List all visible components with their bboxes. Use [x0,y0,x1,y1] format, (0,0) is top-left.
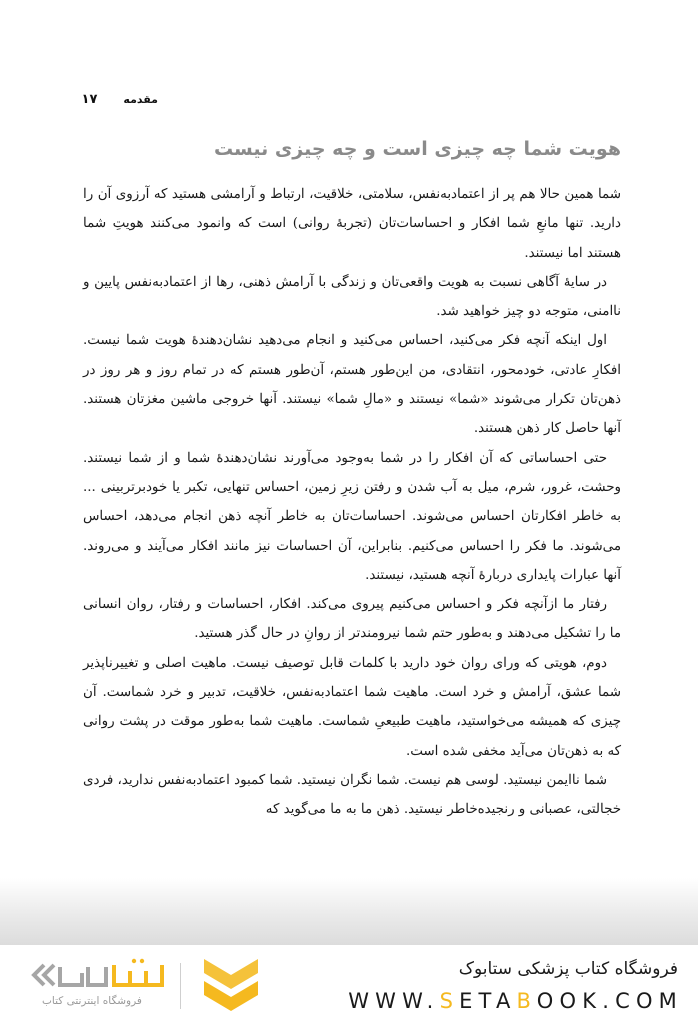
url-part-highlight: S [439,989,460,1013]
paragraph: دوم، هویتی که ورای روان خود دارید با کلمات قابل توصیف نیست. ماهیت اصلی و تغییرناپذیر شما عشق، آرامش و خرد است. ماهیت شما اعتمادبه‌نفس، خلاقیت، تدبیر و خرد شماست. آن چیزی که همیشه می‌خواستید، ماهیت طبیعیِ شماست. ماهیت شما به‌طور موقت در پشت روانی که به ذهن‌تان می‌آید مخفی شده است. [83,655,621,759]
running-head [82,92,158,107]
store-url-link[interactable] [348,989,683,1013]
paragraph: در سایهٔ آگاهی نسبت به هویت واقعی‌تان و زندگی با آرامش ذهنی، رها از اعتمادبه‌نفس پایین و ناامنی، متوجه دو چیز خواهید شد. [83,274,621,320]
logo-tagline: فروشگاه اینترنتی کتاب [42,995,142,1007]
url-part: WWW. [348,989,440,1013]
body-text [83,180,621,825]
url-part-highlight: B [516,989,537,1013]
logo-wordmark-icon [30,957,175,993]
paragraph: اول اینکه آنچه فکر می‌کنید، احساس می‌کنید و انجام می‌دهید نشان‌دهندهٔ هویت شما نیست. افکارِ عادتی، خودمحور، انتقادی، من این‌طور هستم، آن‌طور هستم که در تمام روز و هر روز در ذهن‌تان تکرار می‌شوند «شما» نیستند و «مالِ شما» نیستند. آنها خروجی ماشین مغزتان هستند. آنها حاصل کار ذهن هستند. [83,333,621,437]
footer-banner [0,945,698,1023]
chevron-logo-icon [198,955,264,1017]
chapter-name: مقدمه [123,93,158,106]
logo-divider [180,963,181,1009]
page-number: ۱۷ [81,92,98,107]
url-part: OOK.COM [536,989,683,1013]
setabook-logo[interactable] [30,955,265,1017]
paragraph: رفتار ما ازآنچه فکر و احساس می‌کنیم پیروی می‌کند. افکار، احساسات و رفتار، روان انسانی ما را تشکیل می‌دهند و به‌طور حتم شما نیرومندتر از روانِ در حال گذر هستید. [83,597,621,642]
paragraph: شما همین حالا هم پر از اعتمادبه‌نفس، سلامتی، خلاقیت، ارتباط و آرامشی هستید که آرزوی آن را دارید. تنها مانعِ شما افکار و احساسات‌تان (تجربهٔ روانی) است که وانمود می‌کنند هویتِ شما هستند اما نیستند. [83,187,621,261]
store-name: فروشگاه کتاب پزشکی ستابوک [458,959,678,979]
paragraph: شما ناایمن نیستید. لوسی هم نیست. شما نگران نیستید. شما کمبود اعتمادبه‌نفس ندارید، فردی خجالتی، عصبانی و رنجیده‌خاطر نیستید. ذهن ما به ما می‌گوید که [83,772,621,818]
url-part: ETA [459,989,517,1013]
paragraph: حتی احساساتی که آن افکار را در شما به‌وجود می‌آورند نشان‌دهندهٔ شما و از شما نیستند. وحشت، غرور، شرم، میل به آب شدن و رفتن زیرِ زمین، احساس تنهایی، تکبر یا خودبرتربینی ... به خاطر افکارتان احساس می‌شوند. احساسات‌تان به خاطر آنچه ذهن انجام می‌دهد، احساس می‌شوند. ما فکر را احساس می‌کنیم. بنابراین، آن احساسات نیز مانند افکار می‌آیند و می‌روند. آنها عبارات پایداری دربارهٔ آنچه هستید، نیستند. [83,450,621,583]
section-title: هویت شما چه چیزی است و چه چیزی نیست [213,138,621,160]
